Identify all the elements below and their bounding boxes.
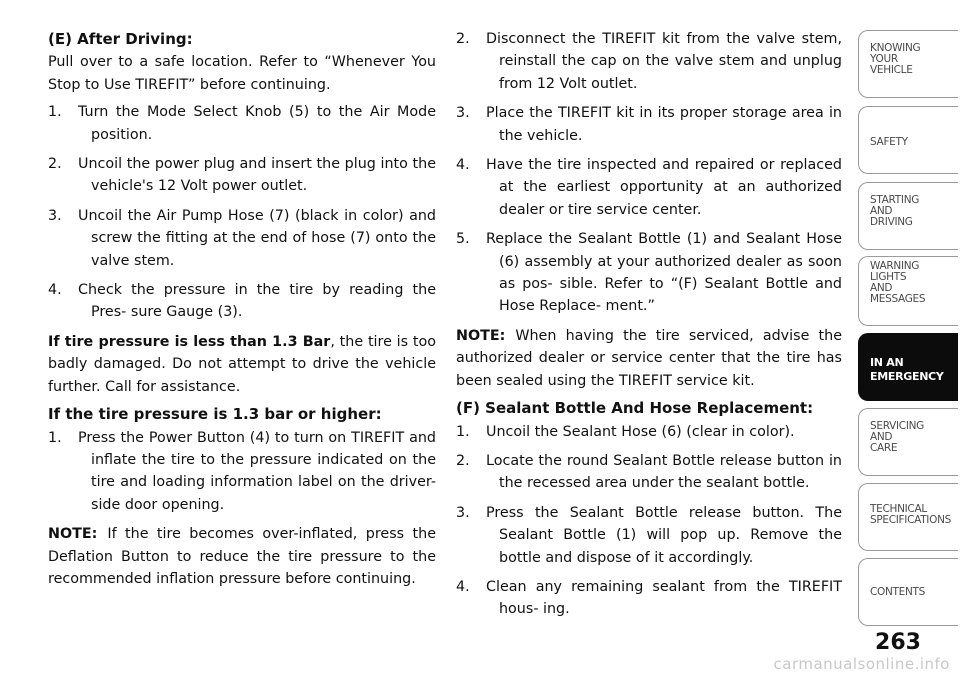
tab-label-line: SAFETY bbox=[870, 136, 908, 148]
right-column bbox=[456, 28, 842, 628]
note-label: NOTE: bbox=[48, 526, 98, 543]
list-item bbox=[456, 102, 842, 147]
step-number: 3. bbox=[456, 504, 470, 521]
note-label: NOTE: bbox=[456, 327, 506, 344]
step-text: Uncoil the Sealant Hose (6) (clear in color). bbox=[486, 423, 795, 440]
list-item bbox=[48, 279, 436, 324]
section-heading-e: (E) After Driving: bbox=[48, 30, 193, 48]
note-paragraph bbox=[48, 523, 436, 590]
tab-label-line: CARE bbox=[870, 442, 898, 454]
tab-label-line: AND bbox=[870, 282, 893, 294]
tab-label-line: AND bbox=[870, 431, 893, 443]
step-text: Replace the Sealant Bottle (1) and Sealant Hose (6) assembly at your authorized dealer as soon as pos- sible. Refer to “(F) Sealant Bottle and Hose Replace- ment.” bbox=[486, 231, 842, 315]
step-number: 3. bbox=[456, 105, 470, 122]
step-text: Turn the Mode Select Knob (5) to the Air Mode position. bbox=[78, 104, 436, 143]
step-text: Press the Power Button (4) to turn on TIREFIT and inflate the tire to the pressure indicated on the tire and loading information label on the driver-side door opening. bbox=[78, 429, 436, 513]
tab-warning-lights-and-messages[interactable] bbox=[858, 256, 958, 326]
list-item bbox=[48, 101, 436, 146]
list-item bbox=[456, 228, 842, 318]
step-number: 4. bbox=[456, 578, 470, 595]
page-number: 263 bbox=[875, 630, 921, 655]
step-number: 5. bbox=[456, 231, 470, 248]
list-item bbox=[48, 153, 436, 198]
step-text: Have the tire inspected and repaired or replaced at the earliest opportunity at an authorized dealer or tire service center. bbox=[486, 157, 842, 218]
tab-contents[interactable] bbox=[858, 558, 958, 626]
list-item bbox=[456, 421, 842, 443]
list-item bbox=[48, 205, 436, 272]
step-number: 1. bbox=[456, 423, 470, 440]
tab-label-line: TECHNICAL bbox=[870, 503, 927, 515]
step-number: 2. bbox=[456, 452, 470, 469]
step-number: 4. bbox=[456, 157, 470, 174]
tab-label-line: DRIVING bbox=[870, 216, 913, 228]
note-text: If the tire becomes over-inflated, press the Deflation Button to reduce the tire pressure to the recommended inflation pressure before continuing. bbox=[48, 526, 436, 587]
tab-servicing-and-care[interactable] bbox=[858, 408, 958, 476]
tab-in-an-emergency[interactable] bbox=[858, 333, 958, 401]
step-text: Clean any remaining sealant from the TIREFIT hous- ing. bbox=[486, 578, 842, 618]
note-paragraph bbox=[456, 325, 842, 392]
tab-label-line: SERVICING bbox=[870, 420, 925, 432]
intro-paragraph: Pull over to a safe location. Refer to “Whenever You Stop to Use TIREFIT” before continuing. bbox=[48, 54, 436, 93]
list-item bbox=[456, 450, 842, 495]
step-number: 2. bbox=[456, 31, 470, 47]
tab-safety[interactable] bbox=[858, 106, 958, 174]
step-number: 2. bbox=[48, 156, 62, 173]
step-text: Uncoil the power plug and insert the plug into the vehicle's 12 Volt power outlet. bbox=[78, 156, 436, 195]
list-item bbox=[456, 28, 842, 95]
list-item bbox=[456, 154, 842, 221]
tab-label-line: IN AN bbox=[870, 356, 904, 369]
tab-label-line: LIGHTS bbox=[870, 271, 907, 283]
step-text: Locate the round Sealant Bottle release button in the recessed area under the sealant bottle. bbox=[486, 452, 842, 492]
step-number: 1. bbox=[48, 104, 62, 121]
steps-list-f bbox=[456, 421, 842, 621]
step-number: 4. bbox=[48, 282, 62, 299]
low-pressure-text: , the tire is too badly damaged. Do not attempt to drive the vehicle further. Call for assistance. bbox=[48, 333, 436, 395]
tab-label-line: CONTENTS bbox=[870, 586, 926, 598]
tab-label-line: EMERGENCY bbox=[870, 370, 944, 383]
tab-starting-and-driving[interactable] bbox=[858, 182, 958, 250]
step-number: 1. bbox=[48, 429, 62, 446]
step-text: Check the pressure in the tire by reading the Pres- sure Gauge (3). bbox=[78, 282, 436, 321]
tab-technical-specifications[interactable] bbox=[858, 483, 958, 551]
tab-label-line: YOUR bbox=[870, 53, 898, 65]
tab-label-line: SPECIFICATIONS bbox=[870, 514, 951, 526]
tab-label-line: KNOWING bbox=[870, 42, 921, 54]
steps-list-ok bbox=[48, 427, 436, 517]
section-heading-f: (F) Sealant Bottle And Hose Replacement: bbox=[456, 399, 814, 418]
low-pressure-paragraph bbox=[48, 331, 436, 398]
step-text: Disconnect the TIREFIT kit from the valve stem, reinstall the cap on the valve stem and unplug from 12 Volt outlet. bbox=[486, 31, 842, 92]
tab-label-line: VEHICLE bbox=[870, 64, 913, 76]
list-item bbox=[48, 427, 436, 517]
list-item bbox=[456, 576, 842, 621]
tab-label-line: WARNING bbox=[870, 260, 920, 272]
chapter-tabs bbox=[858, 30, 960, 626]
steps-list-e bbox=[48, 101, 436, 324]
tab-label-line: MESSAGES bbox=[870, 293, 926, 305]
note-text: When having the tire serviced, advise the authorized dealer or service center that the tire has been sealed using the TIREFIT service kit. bbox=[456, 327, 842, 389]
section-heading-ok: If the tire pressure is 1.3 bar or higher: bbox=[48, 405, 382, 424]
tab-knowing-your-vehicle[interactable] bbox=[858, 30, 958, 98]
left-column bbox=[48, 28, 436, 595]
low-pressure-bold: If tire pressure is less than 1.3 Bar bbox=[48, 333, 331, 350]
step-number: 3. bbox=[48, 207, 62, 224]
step-text: Place the TIREFIT kit in its proper storage area in the vehicle. bbox=[486, 105, 842, 144]
steps-list-continued bbox=[456, 28, 842, 318]
tab-label-line: STARTING bbox=[870, 194, 920, 206]
tab-label-line: AND bbox=[870, 205, 893, 217]
list-item bbox=[456, 502, 842, 569]
step-text: Press the Sealant Bottle release button. The Sealant Bottle (1) will pop up. Remove the bottle and dispose of it accordingly. bbox=[486, 504, 842, 566]
watermark: carmanualsonline.info bbox=[773, 655, 950, 673]
step-text: Uncoil the Air Pump Hose (7) (black in color) and screw the fitting at the end of hose (7) onto the valve stem. bbox=[78, 207, 436, 269]
